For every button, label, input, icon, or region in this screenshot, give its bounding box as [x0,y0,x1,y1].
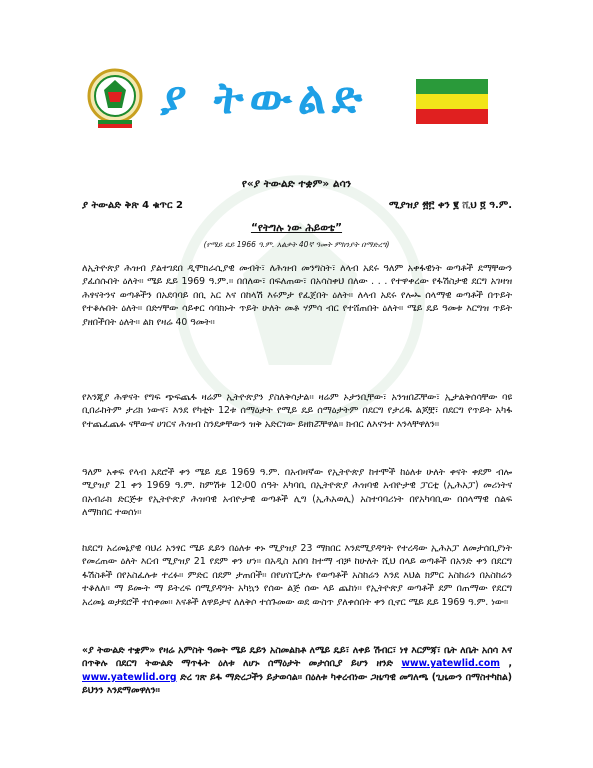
ethiopian-flag-icon [416,79,488,124]
masthead-title: ያ ትውልድ [160,73,369,124]
paragraph-1: ለኢትዮጵያ ሕዝብ ያልተገደበ ዲሞክራሲያዊ መብት፣ ለሕዝብ መንግስት፣ ለላብ አደሩ ዓለም አቀፋዊነት ወጣቶች ደማቸውን ያፈሰሱበት ዕለት። ሜይ ዴይ 1969 ዓ.ም.። በበለው፣ በፍለጠው፣ በአሳስቀህ በለው . . . የተዋቀረው የፋሽስታዊ ደርግ አገዛዝ ሕፃናትንና ወጣቶችን በአደባባይ በቢ አር እና በከላሽ እሩምታ የፈጀበት ዕለት። ለላብ አደሩ የሎኡ ሰላማዊ ወጣቶች በጥይት የተቆሉበት ዕለት። በድሃቸው ሳይቀር ሳባክኑት ጥይት ሁለት መቶ ሃምሳ ብር የተሸጠበት ዕለት። ሜይ ዴይ ዓመቱ እርግዝ ጥይት ያዘበችበት ዕለት። ልክ የዛሬ 40 ዓመት። [82,263,512,328]
paragraph-3: ዓለም አቀፍ የላብ አደሮች ቀን ሜይ ዴይ 1969 ዓ.ም. በአብዛኛው የኢትዮጵያ ከተሞች ከዕለቱ ሁለት ቀናት ቀደም ብሎ ሚያዝያ 21 ቀን 1969 ዓ.ም. ከምሽቱ 12፡00 ሰዓት አካባቢ በኢትዮጵያ ሕዝባዊ አብዮታዊ ፓርቲ (ኢሕአፓ) መሪነትና በአብራክ ድርጅቱ የኢትዮጵያ ሕዝባዊ አብዮታዊ ወጣቶች ሊግ (ኢሕአወሊ) አስተባባሪነት በየአካባቢው በሰላማዊ ሰልፍ ለማክበር ተወሰነ። [82,467,512,519]
paragraph-4: ከደርግ አረመኔያዊ ባህሪ አንፃር ሜይ ዴይን በዕለቱ ቀኑ ሚያዝያ 23 ማክበር እንደሚያዳግት የተረዳው ኢሕአፓ ለመታሰቢያነት የመረጠው ዕለት እርብ ሚያዝያ 21 የደም ቀን ሆነ። በአዲስ አበባ ከተማ ብቻ ከሁለት ሺህ በላይ ወጣቶች በአንድ ቀን በደርግ ፋሽስቶች በየአስፈሉቱ ተረፉ። ምድር በደም ታጠበች። በየሆስፒታሉ የወጣቶች አስከሬን እንደ እህል ክምር አስከሬን በአስከሬን ተቆለለ። ማ ይሙት ማ ይትረፍ በሚያዳግት አካኳን የሰው ልጅ ሰው ላይ ጨከነ። የኢትዮጵያ ወጣቶች ደም በጠማው የደርግ አረመኔ ወታደሮች ተሰቀመ። እናቶች ለዋይታና ለለቅሶ ተሰጉመው ወደ ውስጥ ያለቀሰበት ቀን ቢኖር ሜይ ዴይ 1969 ዓ.ም. ነው። [82,543,512,608]
website-link-org[interactable]: www.yatewlid.org [82,671,177,683]
link-separator: , [499,658,512,670]
paragraph-5 [82,644,512,754]
paragraph-2: የእንጂያ ሕዋናት የግፍ ጭፍጨፋ ዛሬም ኢትዮጵያን ያስለቅሳታል። ዛሬም ኦታንቢቸው፣ አንዝበሯቸው፣ ኢታልቅሰሳቸው ባዩ ቢበራከትም ታሪክ ነውና፣ እንደ የካቲት 12ቱ ሰማዕታት የሚይ ዴይ ሰማዕታትም በደርግ የታረዱ ልጆቿ፣ በደርግ የጥይት አካፋ የተጨፈጨፉ ናቸውና ሀገርና ሕዝብ ስንደቃቸውን ዝቅ አድርገው ይዘክሯቸዋል። ክብር ለእናንተ እንላቸዋለን። [82,392,512,430]
article-subtitle: (የሜይ ዴይ 1966 ዓ.ም. አልቃት 40ኛ ዓመት ምክንያት በማድረግ) [203,240,390,249]
organization-logo-icon [84,66,146,132]
issue-date: ሚያዝያ ፳፫ ቀን ፪ ሺህ ፬ ዓ.ም. [388,200,512,211]
issue-volume: ያ ትውልድ ቅጽ 4 ቁጥር 2 [82,200,183,211]
paragraph-5-text-2: ድረ ገጽ ይፋ ማድረጋችን ይታወሳል። በዕለቱ ካቀረብነው ጋዜጣዊ መግለጫ (ጊዜውን በማስተካከል) ይህንን እንደማመዋለን። [82,671,512,697]
paragraph-5-text: «ያ ትውልድ ተቋም» የዛሬ አምስት ዓመት ሜይ ዴይን አስመልክቶ ለሜይ ዴይ፣ ለቀይ ሽብር፣ ነፃ እርምጃ፣ ቤት ለቤት አሰሳ እና በጥቅሉ በደርግ ትውልድ ማጥፋት ዕለቱ ለሆኑ ሰማዕታት መታሰቢያ ይሆን ዘንድ [82,645,512,670]
article-title: “የትግሉ ነው ሕይወቴ” [250,222,343,234]
website-link-com[interactable]: www.yatewlid.com [401,658,500,670]
organization-line: የ«ያ ትውልድ ተቋም» ልሳን [241,178,352,190]
